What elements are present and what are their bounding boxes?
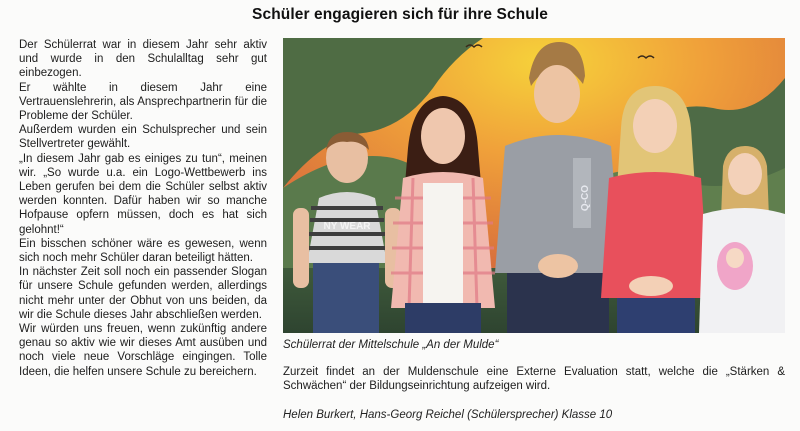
article-paragraph: „In diesem Jahr gab es einiges zu tun“, meinen wir. „So wurde u.a. ein Logo-Wettbewerb ins Leben gerufen bei dem die Schüler selbst aktiv werden konnten. Dafür haben wir so manche Hofpause opfern müssen, doch es hat sich gelohnt!“ (19, 152, 267, 236)
shirt-print: NY WEAR (323, 221, 371, 232)
evaluation-paragraph: Zurzeit findet an der Muldenschule eine Externe Evaluation statt, welche die „Stärken & Schwächen“ der Bildungseinrichtung aufzeigen wird. (283, 366, 785, 393)
article-paragraph: Ein bisschen schöner wäre es gewesen, wenn sich noch mehr Schüler daran beteiligt hätten. (19, 237, 267, 265)
article-paragraph: Er wählte in diesem Jahr eine Vertrauenslehrerin, als Ansprechpartnerin für die Probleme der Schüler. (19, 81, 267, 123)
author-signature: Helen Burkert, Hans-Georg Reichel (Schülersprecher) Klasse 10 (283, 409, 613, 421)
article-paragraph: Der Schülerrat war in diesem Jahr sehr aktiv und wurde in den Schulalltag sehr gut einbezogen. (19, 39, 267, 80)
photo-caption: Schülerrat der Mittelschule „An der Mulde“ (283, 339, 499, 351)
article-body-column (19, 38, 267, 379)
article-headline: Schüler engagieren sich für ihre Schule (252, 6, 548, 23)
article-paragraph: Außerdem wurden ein Schulsprecher und sein Stellvertreter gewählt. (19, 124, 267, 151)
group-photo (283, 38, 785, 333)
article-paragraph: In nächster Zeit soll noch ein passender Slogan für unsere Schule gefunden werden, allerdings nicht mehr unter der Obhut von uns beiden, da wir die Schule dieses Jahr abschließen werden. (19, 266, 267, 321)
article-paragraph: Wir würden uns freuen, wenn zukünftig andere genau so aktiv wie wir dieses Amt ausüben und noch viele neue Vorschläge eingingen. Tolle Ideen, die helfen unsere Schule zu bereichern. (19, 323, 267, 378)
hoodie-print: Q-CO (580, 184, 591, 212)
